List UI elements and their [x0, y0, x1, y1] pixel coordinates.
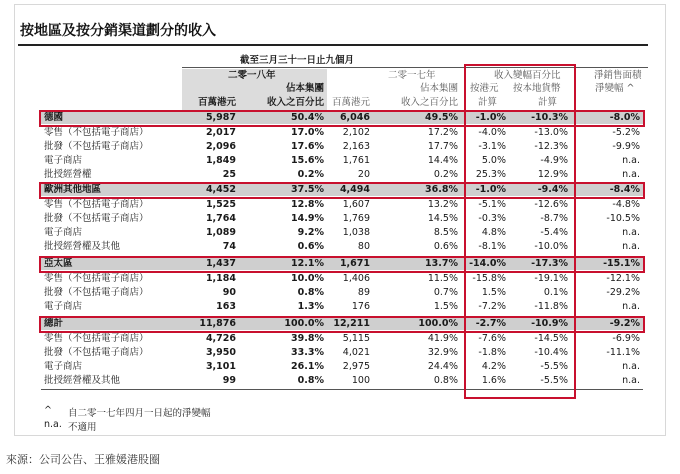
cell-v3: 4,021 — [342, 347, 370, 358]
cell-v3: 2,163 — [342, 141, 370, 152]
cell-v4: 17.2% — [427, 127, 458, 138]
cell-v7: n.a. — [622, 227, 640, 238]
cell-v6: -8.7% — [540, 213, 568, 224]
row-label: 批發（不包括電子商店） — [44, 213, 149, 224]
header-rule-top — [182, 67, 648, 68]
cell-v1: 1,525 — [205, 199, 236, 210]
cell-v6: -14.5% — [534, 333, 568, 344]
cell-v5: -1.0% — [475, 112, 506, 123]
row-label: 德國 — [44, 112, 64, 123]
cell-v7: -8.4% — [609, 184, 640, 195]
cell-v5: -14.0% — [469, 258, 506, 269]
cell-v5: 5.0% — [481, 155, 506, 166]
cell-v5: -15.8% — [472, 273, 506, 284]
cell-v5: -7.6% — [478, 333, 506, 344]
cell-v4: 0.7% — [433, 287, 458, 298]
cell-v2: 0.8% — [297, 375, 324, 386]
col-share-2017-b: 收入之百分比 — [400, 97, 458, 108]
cell-v3: 20 — [357, 169, 370, 180]
cell-v7: n.a. — [622, 155, 640, 166]
cell-v2: 0.8% — [297, 287, 324, 298]
cell-v6: -10.4% — [534, 347, 568, 358]
footnote-na-text: 不適用 — [68, 422, 97, 433]
cell-v5: -1.0% — [475, 184, 506, 195]
total-row-highlight — [39, 316, 645, 333]
cell-v1: 90 — [222, 287, 236, 298]
cell-v3: 1,406 — [342, 273, 370, 284]
row-label: 電子商店 — [44, 227, 83, 238]
cell-v7: -15.1% — [603, 258, 640, 269]
cell-v1: 1,184 — [205, 273, 236, 284]
cell-v5: 4.8% — [481, 227, 506, 238]
row-label: 歐洲其他地區 — [44, 184, 102, 195]
cell-v6: -12.6% — [534, 199, 568, 210]
cell-v7: n.a. — [622, 361, 640, 372]
cell-v5: -0.3% — [478, 213, 506, 224]
cell-v1: 11,876 — [199, 318, 236, 329]
cell-v7: -12.1% — [606, 273, 640, 284]
row-label: 亞太區 — [44, 258, 73, 269]
cell-v1: 99 — [222, 375, 236, 386]
row-label: 電子商店 — [44, 155, 83, 166]
cell-v5: -4.0% — [478, 127, 506, 138]
cell-v3: 89 — [357, 287, 370, 298]
cell-v1: 1,437 — [205, 258, 236, 269]
cell-v5: -2.7% — [475, 318, 506, 329]
cell-v4: 1.5% — [433, 301, 458, 312]
germany-row-highlight — [39, 110, 645, 127]
col-hkd-2017: 百萬港元 — [331, 97, 370, 108]
cell-v4: 36.8% — [425, 184, 458, 195]
cell-v1: 1,089 — [205, 227, 236, 238]
cell-v3: 2,102 — [342, 127, 370, 138]
cell-v4: 11.5% — [427, 273, 458, 284]
year-2018-label: 二零一八年 — [228, 70, 276, 81]
cell-v7: n.a. — [622, 301, 640, 312]
cell-v3: 1,038 — [342, 227, 370, 238]
row-label: 電子商店 — [44, 361, 83, 372]
cell-v5: 4.2% — [481, 361, 506, 372]
row-label: 批授經營權及其他 — [44, 241, 121, 252]
cell-v6: -5.4% — [540, 227, 568, 238]
cell-v2: 26.1% — [291, 361, 324, 372]
cell-v6: -5.5% — [540, 375, 568, 386]
cell-v5: -5.1% — [478, 199, 506, 210]
col-by-hkd-b: 計算 — [478, 97, 498, 108]
cell-v5: -8.1% — [478, 241, 506, 252]
cell-v2: 14.9% — [291, 213, 324, 224]
cell-v5: -3.1% — [478, 141, 506, 152]
source-caption: 來源：公司公告、王雅媛港股圈 — [6, 453, 160, 466]
cell-v2: 1.3% — [297, 301, 324, 312]
cell-v2: 50.4% — [291, 112, 324, 123]
cell-v7: -11.1% — [606, 347, 640, 358]
cell-v4: 14.5% — [427, 213, 458, 224]
cell-v2: 17.0% — [291, 127, 324, 138]
rest-of-europe-row-highlight — [39, 182, 645, 199]
cell-v6: -13.0% — [534, 127, 568, 138]
row-label: 電子商店 — [44, 301, 83, 312]
cell-v3: 12,211 — [333, 318, 370, 329]
cell-v2: 0.2% — [297, 169, 324, 180]
row-label: 批發（不包括電子商店） — [44, 141, 149, 152]
col-share-2018-b: 收入之百分比 — [266, 97, 324, 108]
cell-v5: 1.5% — [481, 287, 506, 298]
footnote-caret-mark: ^ — [44, 405, 52, 416]
cell-v3: 1,607 — [342, 199, 370, 210]
row-label: 總計 — [44, 318, 64, 329]
cell-v2: 12.8% — [291, 199, 324, 210]
cell-v1: 2,096 — [205, 141, 236, 152]
cell-v6: -4.9% — [540, 155, 568, 166]
cell-v4: 32.9% — [427, 347, 458, 358]
cell-v1: 4,726 — [205, 333, 236, 344]
cell-v1: 3,950 — [205, 347, 236, 358]
row-label: 零售（不包括電子商店） — [44, 273, 149, 284]
cell-v3: 5,115 — [342, 333, 370, 344]
cell-v7: n.a. — [622, 169, 640, 180]
cell-v6: -10.0% — [534, 241, 568, 252]
cell-v1: 2,017 — [205, 127, 236, 138]
cell-v1: 163 — [216, 301, 236, 312]
cell-v2: 37.5% — [291, 184, 324, 195]
cell-v3: 6,046 — [339, 112, 370, 123]
cell-v1: 25 — [222, 169, 236, 180]
cell-v1: 3,101 — [205, 361, 236, 372]
cell-v2: 15.6% — [291, 155, 324, 166]
cell-v2: 100.0% — [284, 318, 324, 329]
cell-v5: 1.6% — [481, 375, 506, 386]
cell-v6: -12.3% — [534, 141, 568, 152]
cell-v7: -29.2% — [606, 287, 640, 298]
sales-area-header: 淨銷售面積 — [594, 70, 642, 81]
footnote-caret-text: 自二零一七年四月一日起的淨變幅 — [68, 408, 211, 419]
change-header: 收入變幅百分比 — [494, 70, 561, 81]
cell-v6: -11.8% — [534, 301, 568, 312]
row-label: 零售（不包括電子商店） — [44, 199, 149, 210]
cell-v2: 0.6% — [297, 241, 324, 252]
row-label: 批授經營權及其他 — [44, 375, 121, 386]
cell-v5: 25.3% — [475, 169, 506, 180]
cell-v7: -4.8% — [612, 199, 640, 210]
cell-v4: 0.2% — [433, 169, 458, 180]
cell-v1: 74 — [222, 241, 236, 252]
cell-v3: 4,494 — [339, 184, 370, 195]
cell-v5: -1.8% — [478, 347, 506, 358]
cell-v7: n.a. — [622, 375, 640, 386]
cell-v6: -5.5% — [540, 361, 568, 372]
cell-v6: -17.3% — [531, 258, 568, 269]
cell-v4: 0.8% — [433, 375, 458, 386]
cell-v7: -8.0% — [609, 112, 640, 123]
cell-v4: 8.5% — [433, 227, 458, 238]
cell-v1: 1,764 — [205, 213, 236, 224]
cell-v2: 10.0% — [291, 273, 324, 284]
cell-v2: 17.6% — [291, 141, 324, 152]
row-label: 批發（不包括電子商店） — [44, 347, 149, 358]
cell-v7: -9.2% — [609, 318, 640, 329]
cell-v4: 0.6% — [433, 241, 458, 252]
cell-v4: 13.2% — [427, 199, 458, 210]
col-by-local-b: 計算 — [538, 97, 558, 108]
footnote-na-mark: n.a. — [44, 419, 62, 430]
col-share-2017-a: 佔本集團 — [419, 83, 458, 94]
title-rule — [18, 44, 648, 46]
cell-v6: 12.9% — [537, 169, 568, 180]
cell-v4: 100.0% — [418, 318, 458, 329]
cell-v6: -10.3% — [531, 112, 568, 123]
cell-v2: 33.3% — [291, 347, 324, 358]
cell-v7: -5.2% — [612, 127, 640, 138]
cell-v7: -6.9% — [612, 333, 640, 344]
year-2017-label: 二零一七年 — [388, 70, 436, 81]
cell-v3: 80 — [357, 241, 370, 252]
row-label: 批發（不包括電子商店） — [44, 287, 149, 298]
cell-v3: 1,671 — [339, 258, 370, 269]
cell-v6: -10.9% — [531, 318, 568, 329]
period-label: 截至三月三十一日止九個月 — [240, 55, 355, 66]
cell-v1: 1,849 — [205, 155, 236, 166]
cell-v3: 100 — [351, 375, 370, 386]
cell-v7: -10.5% — [606, 213, 640, 224]
cell-v2: 9.2% — [297, 227, 324, 238]
row-label: 零售（不包括電子商店） — [44, 127, 149, 138]
cell-v1: 4,452 — [205, 184, 236, 195]
table-title: 按地區及按分銷渠道劃分的收入 — [20, 23, 216, 39]
cell-v3: 176 — [351, 301, 370, 312]
cell-v4: 41.9% — [427, 333, 458, 344]
cell-v4: 14.4% — [427, 155, 458, 166]
cell-v6: 0.1% — [543, 287, 568, 298]
cell-v6: -9.4% — [537, 184, 568, 195]
row-label: 批授經營權 — [44, 169, 92, 180]
cell-v3: 2,975 — [342, 361, 370, 372]
asia-pacific-row-highlight — [39, 256, 645, 273]
cell-v6: -19.1% — [534, 273, 568, 284]
col-share-2018-a: 佔本集團 — [285, 83, 324, 94]
cell-v2: 12.1% — [291, 258, 324, 269]
col-hkd-2018: 百萬港元 — [197, 97, 236, 108]
row-label: 零售（不包括電子商店） — [44, 333, 149, 344]
cell-v3: 1,761 — [342, 155, 370, 166]
cell-v4: 49.5% — [425, 112, 458, 123]
sales-area-header2: 淨變幅 ^ — [595, 83, 635, 94]
cell-v4: 24.4% — [427, 361, 458, 372]
cell-v4: 13.7% — [425, 258, 458, 269]
cell-v7: n.a. — [622, 241, 640, 252]
cell-v7: -9.9% — [612, 141, 640, 152]
cell-v4: 17.7% — [427, 141, 458, 152]
cell-v3: 1,769 — [342, 213, 370, 224]
cell-v5: -7.2% — [478, 301, 506, 312]
cell-v1: 5,987 — [205, 112, 236, 123]
cell-v2: 39.8% — [291, 333, 324, 344]
col-by-hkd-a: 按港元 — [470, 83, 499, 94]
col-by-local-a: 按本地貨幣 — [513, 83, 561, 94]
